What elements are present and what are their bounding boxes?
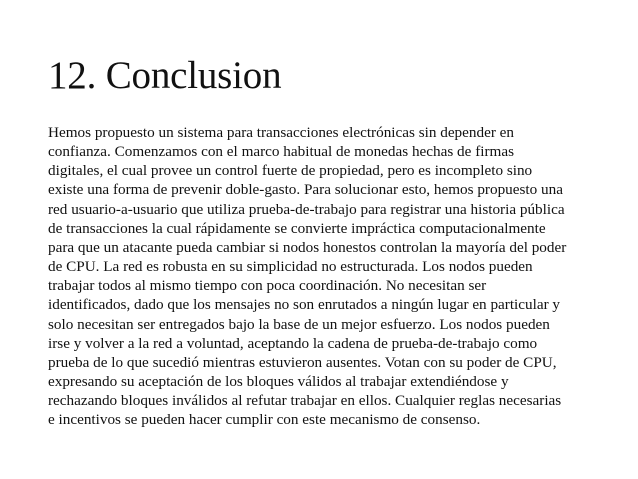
- paragraph-line: identificados, dado que los mensajes no son enrutados a ningún lugar en particular y: [48, 296, 561, 314]
- paragraph-line: prueba de lo que sucedió mientras estuvieron ausentes. Votan con su poder de CPU,: [48, 353, 557, 371]
- paragraph-line: Hemos propuesto un sistema para transacciones electrónicas sin depender en: [48, 124, 515, 141]
- conclusion-paragraph: [48, 123, 608, 430]
- paragraph-line: de CPU. La red es robusta en su simplicidad no estructurada. Los nodos pueden: [48, 258, 533, 276]
- paragraph-line: expresando su aceptación de los bloques válidos al trabajar extendiéndose y: [48, 373, 509, 391]
- paragraph-line: existe una forma de prevenir doble-gasto. Para solucionar esto, hemos propuesto una: [48, 181, 563, 199]
- slide-title: 12. Conclusion: [48, 54, 282, 97]
- paragraph-line: de transacciones la cual rápidamente se convierte impráctica computacionalmente: [48, 219, 546, 237]
- paragraph-line: rechazando bloques inválidos al refutar trabajar en ellos. Cualquier reglas necesarias: [48, 392, 562, 410]
- paragraph-line: red usuario-a-usuario que utiliza prueba-de-trabajo para registrar una historia pública: [48, 200, 565, 218]
- paragraph-line: confianza. Comenzamos con el marco habitual de monedas hechas de firmas: [48, 143, 514, 161]
- paragraph-line: para que un atacante pueda cambiar si nodos honestos controlan la mayoría del poder: [48, 238, 567, 256]
- paragraph-line: digitales, el cual provee un control fuerte de propiedad, pero es incompleto sino: [48, 162, 533, 180]
- paragraph-line: e incentivos se pueden hacer cumplir con este mecanismo de consenso.: [48, 411, 481, 429]
- paragraph-line: solo necesitan ser entregados bajo la base de un mejor esfuerzo. Los nodos pueden: [48, 315, 550, 333]
- paragraph-line: irse y volver a la red a voluntad, aceptando la cadena de prueba-de-trabajo como: [48, 334, 538, 352]
- paragraph-line: trabajar todos al mismo tiempo con poca coordinación. No necesitan ser: [48, 277, 487, 295]
